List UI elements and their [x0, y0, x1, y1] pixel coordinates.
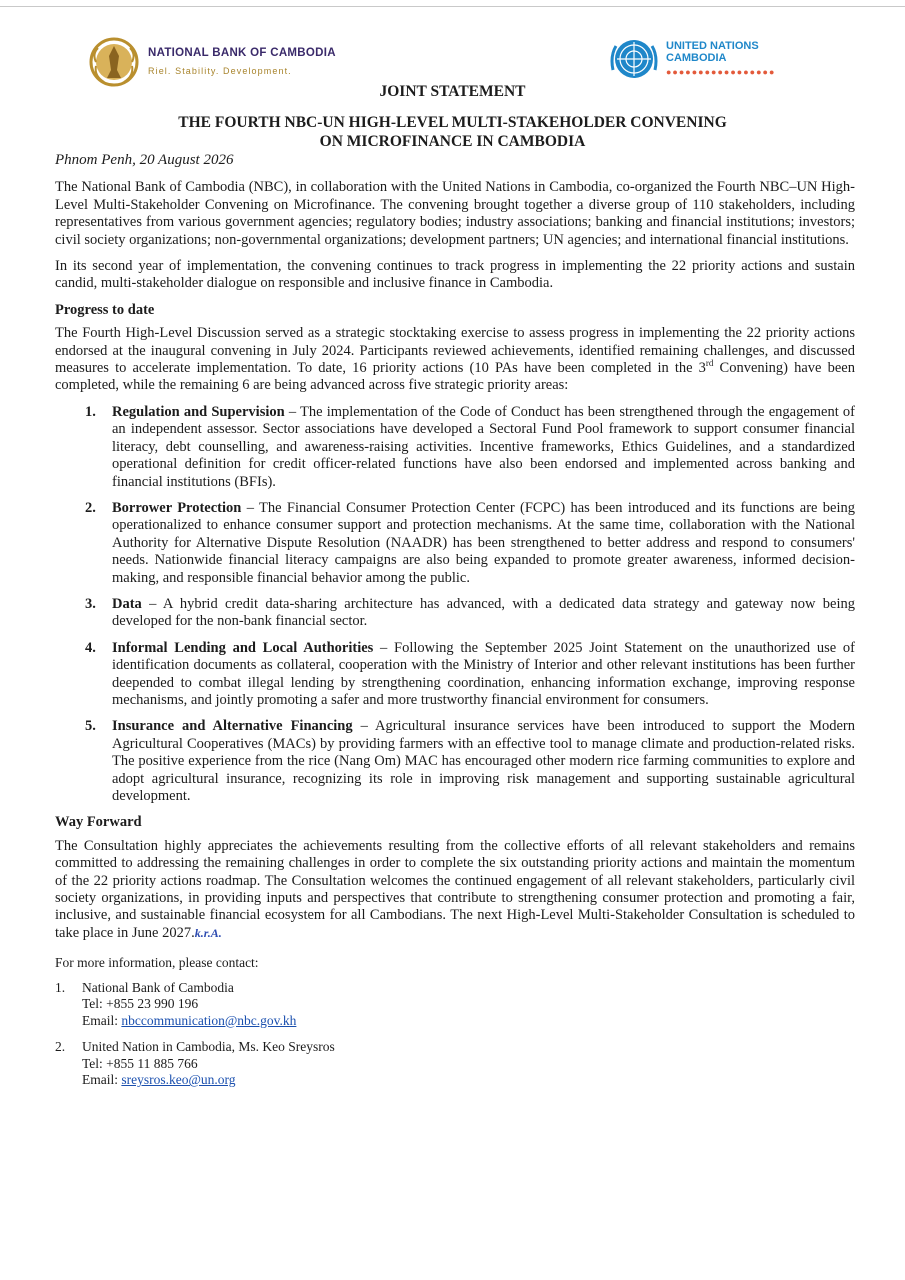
- priority-text: – The implementation of the Code of Conduct has been strengthened through the engagement of an independent assessor. Sector associations have developed a Sectoral Fund Pool framework to support consumer financial literacy, debt counselling, and awareness-raising activities. Incentive frameworks, Ethics Guidelines, and a standardized operational definition for credit officer-related functions have also been endorsed and implemented across banking and financial institutions (BFIs).: [112, 403, 855, 490]
- un-name-line2: CAMBODIA: [666, 52, 727, 64]
- title-line-2: ON MICROFINANCE IN CAMBODIA: [319, 133, 586, 150]
- contact-org: United Nation in Cambodia, Ms. Keo Sreysros: [82, 1039, 335, 1055]
- priority-list: [55, 404, 855, 806]
- contact-tel: Tel: +855 11 885 766: [82, 1055, 198, 1071]
- priority-text: – The Financial Consumer Protection Center (FCPC) has been introduced and its functions are being operationalized to enhance consumer support and protection mechanisms. At the same time, collaboration with the National Authority for Alternative Dispute Resolution (NAADR) has been strengthened to better address and respond to consumers' needs. Nationwide financial literacy campaigns are also being expanded to promote greater awareness, informed decision-making, and responsible financial behavior among the public.: [112, 499, 856, 586]
- nbc-logo: [88, 36, 336, 88]
- contact-email-row: [82, 1072, 855, 1089]
- priority-title: Borrower Protection: [112, 499, 242, 516]
- document-body: [55, 152, 855, 1099]
- progress-text-a: The Fourth High-Level Discussion served as a strategic stocktaking exercise to assess progress in implementing the 22 priority actions endorsed at the inaugural convening in July 2024. Participants reviewed achievements, identified remaining challenges, and discussed measures to accelerate implementation. To date, 16 priority actions (10 PAs have been completed in the 3: [55, 325, 855, 377]
- nbc-emblem-icon: [88, 36, 140, 88]
- contact-item: [55, 980, 855, 1030]
- priority-number: 4.: [85, 639, 96, 656]
- priority-number: 3.: [85, 595, 96, 612]
- un-name-line1: UNITED NATIONS: [666, 40, 759, 53]
- way-forward-text: The Consultation highly appreciates the achievements resulting from the collective efforts of all relevant stakeholders and remains committed to addressing the remaining challenges in order to complete the six outstanding priority actions and maintain the momentum of the 22 priority actions roadmap. The Consultation welcomes the continued engagement of all relevant stakeholders, particularly civil society organizations, in providing inputs and perspectives that contribute to strengthening consumer protection and promoting a fair, inclusive, and sustainable financial ecosystem for all Cambodians. The next High-Level Multi-Stakeholder Consultation is scheduled to take place in June 2027.: [55, 837, 855, 941]
- contact-tel: Tel: +855 23 990 196: [82, 996, 199, 1012]
- priority-number: 1.: [85, 403, 96, 420]
- top-rule: [0, 6, 905, 7]
- place-date: Phnom Penh, 20 August 2026: [55, 152, 234, 168]
- contact-email-label: Email:: [82, 1012, 122, 1028]
- contact-email-link[interactable]: nbccommunication@nbc.gov.kh: [121, 1012, 297, 1028]
- contact-number: 2.: [55, 1039, 66, 1055]
- un-logo: [608, 36, 775, 82]
- way-forward-paragraph: [55, 838, 855, 942]
- un-sdg-dots: ●●●●●●●●●●●●●●●●●: [666, 66, 776, 77]
- intro-paragraph-1: The National Bank of Cambodia (NBC), in collaboration with the United Nations in Cambodia, co-organized the Fourth NBC–UN High-Level Multi-Stakeholder Convening on Microfinance. The convening brought together a diverse group of 110 stakeholders, including representatives from various government agencies; regulatory bodies; industry associations; banking and financial institutions; investors; civil society organizations; non-governmental organizations; development partners; UN agencies; and international financial institutions.: [55, 179, 855, 248]
- contact-number: 1.: [55, 979, 66, 995]
- document-type: JOINT STATEMENT: [379, 83, 526, 100]
- un-emblem-icon: [608, 36, 660, 82]
- contact-email-link[interactable]: sreysros.keo@un.org: [121, 1072, 236, 1088]
- priority-item: [55, 718, 855, 805]
- progress-paragraph: [55, 325, 855, 395]
- progress-text-b: Convening) have been completed, while the remaining 6 are being advanced across five strategic priority areas:: [55, 360, 855, 394]
- priority-item: [55, 404, 855, 491]
- progress-superscript: rd: [705, 358, 714, 369]
- title-line-1: THE FOURTH NBC-UN HIGH-LEVEL MULTI-STAKEHOLDER CONVENING: [178, 114, 727, 131]
- priority-title: Regulation and Supervision: [112, 403, 285, 420]
- priority-number: 5.: [85, 718, 96, 735]
- priority-title: Data: [112, 595, 142, 612]
- document-title: [0, 113, 905, 151]
- priority-item: [55, 640, 855, 710]
- nbc-name: NATIONAL BANK OF CAMBODIA: [148, 47, 336, 60]
- contact-list: [55, 980, 855, 1089]
- contact-item: [55, 1039, 855, 1089]
- priority-text: – Following the September 2025 Joint Statement on the unauthorized use of identification documents as collateral, cooperation with the Ministry of Interior and other relevant institutions has been further deepended to combat illegal lending by strengthening coordination, enhancing information exchange, improving response mechanisms, and jointly promoting a safer and more trustworthy financial environment for consumers.: [112, 639, 856, 708]
- contact-intro: For more information, please contact:: [55, 955, 259, 971]
- progress-heading: Progress to date: [55, 301, 155, 318]
- priority-text: – A hybrid credit data-sharing architecture has advanced, with a dedicated data strategy and gateway now being developed for the non-bank financial sector.: [112, 595, 855, 630]
- priority-text: – Agricultural insurance services have been introduced to support the Modern Agricultural Cooperatives (MACs) by providing farmers with an effective tool to manage climate and production-related risks. The positive experience from the rice (Nang Om) MAC has encouraged other modern rice farming communities to explore and adopt agricultural insurance, recognizing its role in improving risk management and supporting sustainable agricultural development.: [112, 718, 855, 804]
- priority-item: [55, 596, 855, 631]
- priority-title: Insurance and Alternative Financing: [112, 718, 353, 735]
- priority-number: 2.: [85, 499, 96, 516]
- handwritten-initials: k.r.A.: [194, 925, 222, 940]
- contact-email-label: Email:: [82, 1072, 122, 1088]
- contact-org: National Bank of Cambodia: [82, 979, 234, 995]
- nbc-tagline: Riel. Stability. Development.: [148, 66, 292, 77]
- way-forward-heading: Way Forward: [55, 814, 142, 831]
- intro-paragraph-2: In its second year of implementation, the convening continues to track progress in implementing the 22 priority actions and sustain candid, multi-stakeholder dialogue on responsible and inclusive finance in Cambodia.: [55, 258, 855, 292]
- contact-email-row: [82, 1013, 855, 1030]
- priority-item: [55, 500, 855, 587]
- priority-title: Informal Lending and Local Authorities: [112, 639, 374, 656]
